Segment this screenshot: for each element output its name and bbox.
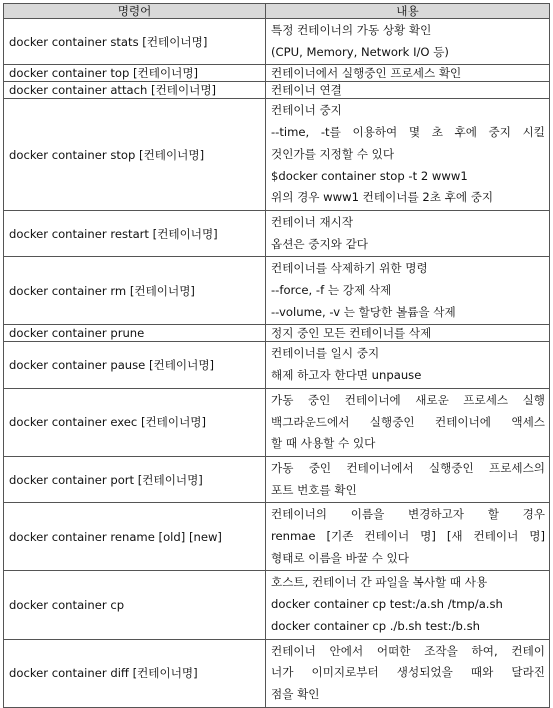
command-cell: docker container restart [컨테이너명] [4, 210, 266, 256]
description-line: 컨테이너의 이름을 변경하고자 할 경우 [271, 507, 545, 522]
command-cell: docker container diff [컨테이너명] [4, 639, 266, 707]
table-row [4, 210, 550, 256]
table-row [4, 388, 550, 456]
command-cell: docker container top [컨테이너명] [4, 65, 266, 82]
description-cell [266, 503, 550, 571]
table-row [4, 456, 550, 502]
command-cell: docker container port [컨테이너명] [4, 456, 266, 502]
description-line: 컨테이너를 일시 중지 [271, 346, 380, 361]
description-cell [266, 65, 550, 82]
description-cell [266, 19, 550, 65]
description-line: --volume, -v 는 할당한 볼륨을 삭제 [271, 304, 456, 319]
header-content: 내용 [266, 4, 550, 19]
description-line: 특정 컨테이너의 가동 상황 확인 [271, 23, 432, 37]
description-line: 점을 확인 [271, 686, 320, 701]
docker-commands-table [3, 3, 550, 708]
command-cell: docker container pause [컨테이너명] [4, 342, 266, 388]
table-row [4, 503, 550, 571]
command-cell: docker container prune [4, 325, 266, 342]
table-body [4, 19, 550, 708]
description-line: 컨테이너 재시작 [271, 214, 354, 229]
description-line: (CPU, Memory, Network I/O 등) [271, 44, 449, 59]
table-row [4, 342, 550, 388]
description-cell [266, 82, 550, 99]
command-cell: docker container rm [컨테이너명] [4, 257, 266, 325]
description-line: --time, -t를 이용하여 몇 초 후에 중지 시킬 [271, 125, 545, 140]
table-row [4, 571, 550, 639]
table-row [4, 19, 550, 65]
description-line: 정지 중인 모든 컨테이너를 삭제 [271, 326, 432, 341]
table-row [4, 325, 550, 342]
header-command: 명령어 [4, 4, 266, 19]
description-line: 할 때 사용할 수 있다 [271, 436, 376, 451]
table-row [4, 99, 550, 211]
description-line: --force, -f 는 강제 삭제 [271, 283, 392, 298]
table-row [4, 639, 550, 707]
description-line: 호스트, 컨테이너 간 파일을 복사할 때 사용 [271, 575, 488, 590]
description-line: docker container cp ./b.sh test:/b.sh [271, 618, 480, 633]
description-line: 컨테이너에서 실행중인 프로세스 확인 [271, 66, 462, 81]
command-cell: docker container exec [컨테이너명] [4, 388, 266, 456]
description-line: docker container cp test:/a.sh /tmp/a.sh [271, 597, 503, 612]
description-line: 백그라운드에서 실행중인 컨테이너에 액세스 [271, 414, 545, 429]
description-cell [266, 99, 550, 211]
description-line: 컨테이너를 삭제하기 위한 명령 [271, 261, 428, 276]
table-row [4, 65, 550, 82]
description-cell [266, 325, 550, 342]
description-line: 해제 하고자 한다면 unpause [271, 368, 422, 383]
description-line: 포트 번호를 확인 [271, 482, 357, 497]
description-line: 것인가를 지정할 수 있다 [271, 146, 395, 161]
description-cell [266, 456, 550, 502]
description-line: 컨테이너 연결 [271, 83, 342, 98]
description-line: 너가 이미지로부터 생성되었을 때와 달라진 [271, 665, 545, 680]
description-cell [266, 257, 550, 325]
header-row [4, 4, 550, 19]
table-row [4, 257, 550, 325]
command-cell: docker container attach [컨테이너명] [4, 82, 266, 99]
description-line: 컨테이너 안에서 어떠한 조작을 하여, 컨테이 [271, 643, 545, 658]
description-line: 가동 중인 컨테이너에서 실행중인 프로세스의 [271, 460, 545, 475]
description-line: 옵션은 중지와 같다 [271, 236, 368, 251]
description-line: 위의 경우 www1 컨테이너를 2초 후에 중지 [271, 190, 494, 205]
description-cell [266, 342, 550, 388]
command-cell: docker container stats [컨테이너명] [4, 19, 266, 65]
command-cell: docker container rename [old] [new] [4, 503, 266, 571]
command-cell: docker container stop [컨테이너명] [4, 99, 266, 211]
description-line: 컨테이너 중지 [271, 103, 342, 118]
description-cell [266, 571, 550, 639]
command-cell: docker container cp [4, 571, 266, 639]
description-cell [266, 388, 550, 456]
description-cell [266, 210, 550, 256]
table-row [4, 82, 550, 99]
description-cell [266, 639, 550, 707]
description-line: renmae [기존 컨테이너 명] [새 컨테이너 명] [271, 529, 545, 544]
description-line: $docker container stop -t 2 www1 [271, 168, 468, 183]
description-line: 형태로 이름을 바꿀 수 있다 [271, 550, 409, 565]
description-line: 가동 중인 컨테이너에 새로운 프로세스 실행 [271, 392, 545, 407]
